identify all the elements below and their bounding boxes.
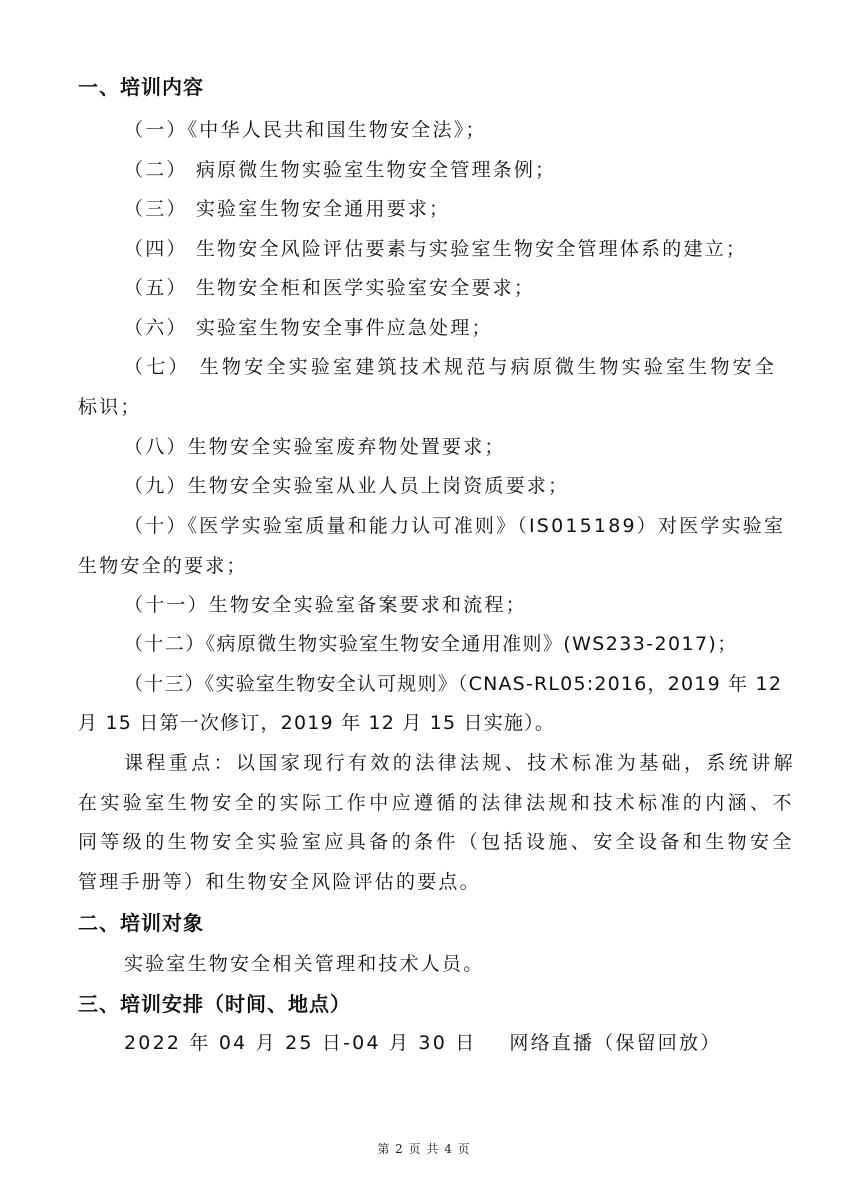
content-item-9: （九）生物安全实验室从业人员上岗资质要求； [124,475,570,497]
course-focus-line-3: 同等级的生物安全实验室应具备的条件（包括设施、安全设备和生物安全 [78,831,795,853]
content-item-1: （一）《中华人民共和国生物安全法》； [124,119,487,141]
training-target-text: 实验室生物安全相关管理和技术人员。 [124,953,485,975]
section-3-heading: 三、培训安排（时间、地点） [78,992,351,1016]
course-focus-line-1: 课程重点：以国家现行有效的法律法规、技术标准为基础，系统讲解 [124,752,797,774]
section-1-heading: 一、培训内容 [78,75,204,99]
content-item-5: （五） 生物安全柜和医学实验室安全要求； [124,277,536,299]
content-item-13-line-1: （十三）《实验室生物安全认可规则》（CNAS-RL05:2016，2019 年 12 [124,673,783,695]
course-focus-line-2: 在实验室生物安全的实际工作中应遵循的法律法规和技术标准的内涵、不 [78,792,795,814]
course-focus-line-4: 管理手册等）和生物安全风险评估的要点。 [78,871,481,893]
content-item-8: （八）生物安全实验室废弃物处置要求； [124,436,506,458]
content-item-10-line-2: 生物安全的要求； [78,555,248,577]
content-item-10-line-1: （十）《医学实验室质量和能力认可准则》（IS015189）对医学实验室 [124,515,786,537]
content-item-7-line-2: 标识； [78,396,142,418]
content-item-2: （二） 病原微生物实验室生物安全管理条例； [124,159,557,181]
section-2-heading: 二、培训对象 [78,911,204,935]
content-item-12: （十二）《病原微生物实验室生物安全通用准则》(WS233-2017)； [124,633,738,655]
page-number-footer: 第 2 页 共 4 页 [377,1142,471,1156]
content-item-11: （十一）生物安全实验室备案要求和流程； [124,594,527,616]
content-item-13-line-2: 月 15 日第一次修订，2019 年 12 月 15 日实施）。 [78,712,556,734]
content-item-7-line-1: （七） 生物安全实验室建筑技术规范与病原微生物实验室生物安全 [124,356,778,378]
content-item-4: （四） 生物安全风险评估要素与实验室生物安全管理体系的建立； [124,238,748,260]
content-item-6: （六） 实验室生物安全事件应急处理； [124,317,493,339]
content-item-3: （三） 实验室生物安全通用要求； [124,198,451,220]
training-schedule-text: 2022 年 04 月 25 日-04 月 30 日 网络直播（保留回放） [124,1032,722,1054]
